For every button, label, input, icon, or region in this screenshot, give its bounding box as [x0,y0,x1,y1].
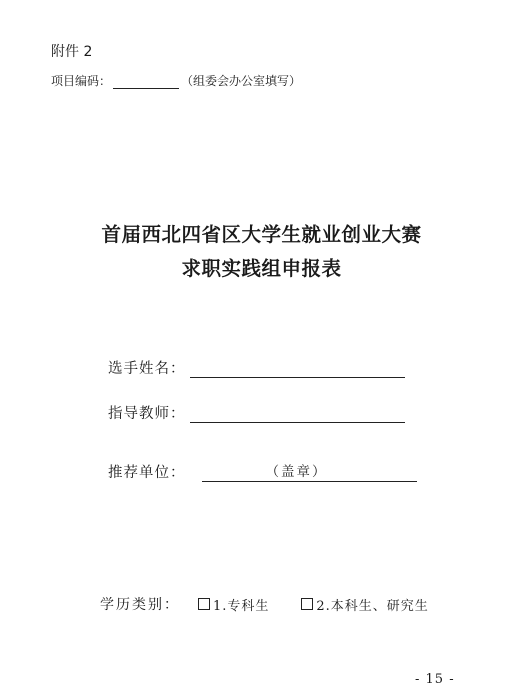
education-category-row [100,594,429,614]
checkbox-icon[interactable] [301,598,313,610]
project-code-label: 项目编码： [51,74,112,88]
page-number: - 15 - [415,672,455,687]
instructor-blank[interactable] [190,404,405,423]
seal-note: （盖章） [265,464,328,480]
form-title-line2: 求职实践组申报表 [181,257,342,280]
contestant-name-blank[interactable] [190,359,405,378]
project-code-row [51,72,301,89]
option-junior-college-label: 1.专科生 [213,598,270,614]
recommending-unit-label: 推荐单位： [108,465,186,481]
project-code-blank[interactable] [113,75,179,89]
contestant-name-field [108,357,405,378]
recommending-unit-blank[interactable] [202,463,417,482]
recommending-unit-field [108,461,417,482]
contestant-name-label: 选手姓名： [108,361,186,377]
education-category-label: 学历类别： [100,597,180,613]
option-junior-college[interactable] [198,595,269,614]
attachment-label: 附件 2 [51,44,93,60]
option-undergrad-grad[interactable] [301,595,428,614]
form-title-line1: 首届西北四省区大学生就业创业大赛 [101,223,422,246]
project-code-note: （组委会办公室填写） [181,74,302,88]
instructor-field [108,402,405,423]
option-undergrad-grad-label: 2.本科生、研究生 [316,598,429,614]
checkbox-icon[interactable] [198,598,210,610]
instructor-label: 指导教师： [108,406,186,422]
